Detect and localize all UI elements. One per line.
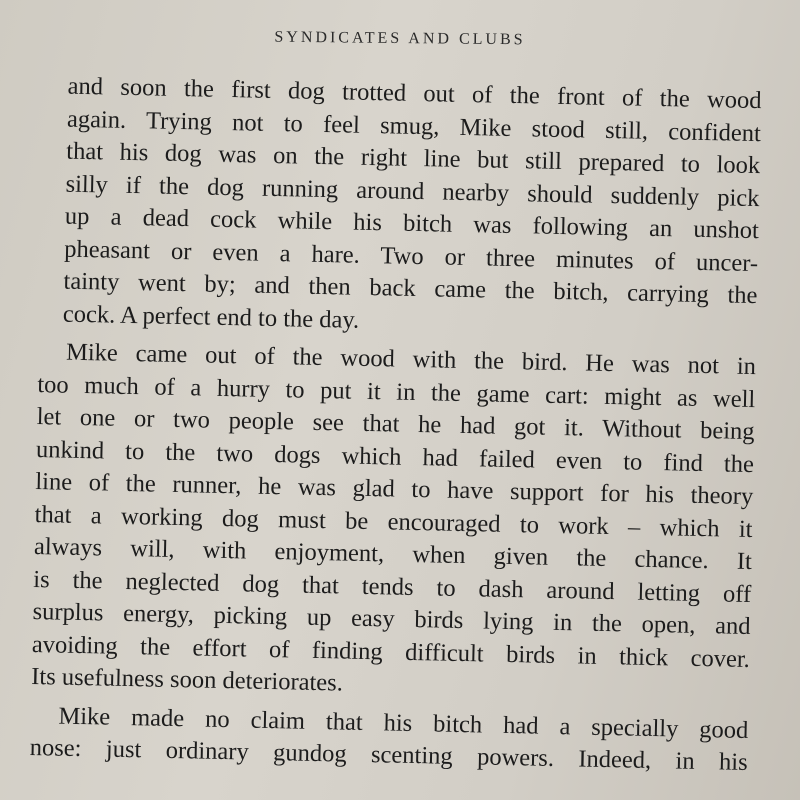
text-line: surplus energy, picking up easy birds lying in the open, and bbox=[32, 598, 751, 641]
text-line: tainty went by; and then back came the bitch, carrying the bbox=[63, 267, 758, 310]
text-line: up a dead cock while his bitch was following an unshot bbox=[64, 202, 760, 245]
text-line: avoiding the effort of finding difficult birds in thick cover. bbox=[31, 630, 751, 673]
text-line: cock. A perfect end to the day. bbox=[62, 300, 360, 334]
body-text bbox=[23, 70, 761, 780]
text-line: Mike made no claim that his bitch had a specially good bbox=[58, 702, 749, 744]
paragraph-2 bbox=[25, 336, 756, 709]
text-line: that his dog was on the right line but still prepared to look bbox=[66, 137, 761, 180]
text-line: unkind to the two dogs which had failed even to find the bbox=[35, 435, 755, 478]
text-line: silly if the dog running around nearby should suddenly pick bbox=[65, 170, 760, 212]
text-line: is the neglected dog that tends to dash around letting off bbox=[33, 565, 752, 608]
text-line: and soon the first dog trotted out of the front of the wood bbox=[67, 72, 762, 115]
text-line: that a working dog must be encouraged to work – which it bbox=[34, 500, 753, 543]
text-line: nose: just ordinary gundog scenting powers. Indeed, in his bbox=[29, 733, 748, 777]
text-line: pheasant or even a hare. Two or three minutes of uncer- bbox=[63, 235, 759, 277]
text-line: Mike came out of the wood with the bird. He was not in bbox=[65, 338, 757, 381]
text-line: let one or two people see that he had got it. Without being bbox=[36, 403, 755, 446]
text-line: Its usefulness soon deteriorates. bbox=[31, 662, 344, 697]
text-line: again. Trying not to feel smug, Mike stood still, confident bbox=[66, 105, 762, 147]
text-line: too much of a hurry to put it in the game cart: might as well bbox=[37, 370, 756, 413]
text-line: always will, with enjoyment, when given the chance. It bbox=[33, 533, 753, 576]
running-header: SYNDICATES AND CLUBS bbox=[274, 28, 526, 49]
text-line: line of the runner, he was glad to have support for his theory bbox=[35, 468, 754, 511]
paragraph-3 bbox=[23, 699, 748, 779]
paragraph-1 bbox=[33, 70, 762, 345]
